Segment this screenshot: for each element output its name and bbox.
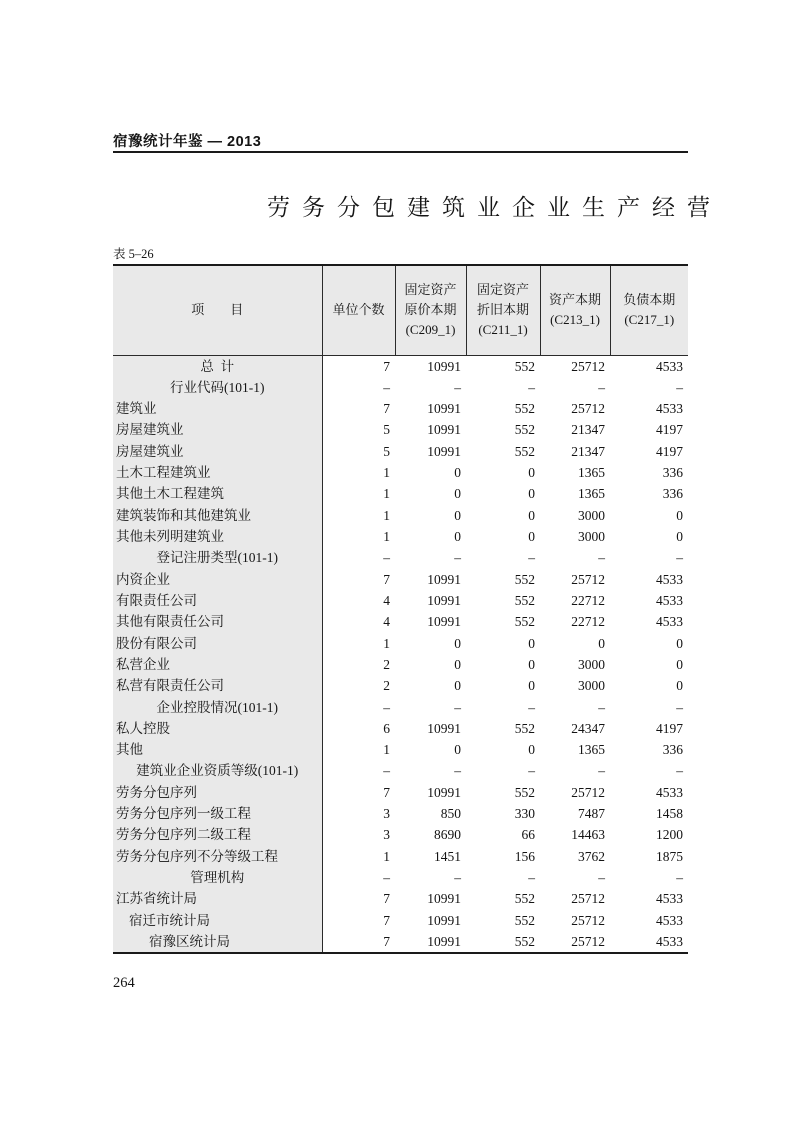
value-cell: 0	[454, 635, 461, 651]
value-cell: 336	[662, 742, 683, 758]
value-cell: 552	[514, 422, 535, 438]
value-cell: 7	[383, 891, 390, 907]
value-cell: 156	[514, 848, 535, 864]
table-row	[113, 739, 688, 760]
value-cell: 3	[383, 806, 390, 822]
value-cell: 7	[383, 401, 390, 417]
row-label-cell: 劳务分包序列	[113, 782, 322, 803]
value-cell: 4	[383, 592, 390, 608]
row-label-cell: 其他	[113, 739, 322, 760]
value-cell: 10991	[427, 592, 461, 608]
value-cell: –	[598, 699, 605, 715]
table-row	[113, 590, 688, 611]
table-row	[113, 547, 688, 568]
value-cell: 25712	[571, 784, 605, 800]
value-cell: –	[676, 699, 683, 715]
value-cell: 25712	[571, 912, 605, 928]
table-row	[113, 803, 688, 824]
table-row	[113, 355, 688, 377]
value-cell: 7	[383, 933, 390, 949]
value-cell: 0	[528, 465, 535, 481]
value-cell: –	[528, 379, 535, 395]
value-cell: 1	[383, 465, 390, 481]
value-cell: 0	[528, 507, 535, 523]
value-cell: 10991	[427, 912, 461, 928]
value-cell: –	[454, 379, 461, 395]
value-cell: 1365	[578, 486, 605, 502]
value-cell: 336	[662, 486, 683, 502]
value-cell: 10991	[427, 358, 461, 374]
value-cell: 10991	[427, 720, 461, 736]
row-label-cell: 房屋建筑业	[113, 419, 322, 440]
value-cell: 4533	[656, 358, 683, 374]
value-cell: 1200	[656, 827, 683, 843]
value-cell: 552	[514, 401, 535, 417]
row-label-cell: 私营企业	[113, 654, 322, 675]
value-cell: 0	[676, 678, 683, 694]
table-row	[113, 760, 688, 781]
row-label-cell: 其他土木工程建筑	[113, 483, 322, 504]
value-cell: 552	[514, 933, 535, 949]
table-row	[113, 931, 688, 953]
row-label-cell: 其他有限责任公司	[113, 611, 322, 632]
value-cell: –	[528, 763, 535, 779]
value-cell: 552	[514, 443, 535, 459]
value-cell: 552	[514, 614, 535, 630]
value-cell: 10991	[427, 443, 461, 459]
table-body	[113, 355, 688, 953]
value-cell: 10991	[427, 571, 461, 587]
page-number: 264	[113, 975, 135, 991]
row-label-cell: 劳务分包序列二级工程	[113, 824, 322, 845]
row-label-cell: 建筑业	[113, 398, 322, 419]
value-cell: 552	[514, 784, 535, 800]
table-header	[113, 265, 688, 355]
value-cell: 6	[383, 720, 390, 736]
column-header-cell: 单位个数	[322, 265, 395, 355]
value-cell: 25712	[571, 891, 605, 907]
table-row	[113, 377, 688, 398]
value-cell: –	[676, 870, 683, 885]
value-cell: 4	[383, 614, 390, 630]
table-row	[113, 441, 688, 462]
value-cell: –	[383, 379, 390, 395]
value-cell: 0	[454, 656, 461, 672]
value-cell: 0	[454, 465, 461, 481]
row-label-cell: 房屋建筑业	[113, 441, 322, 462]
row-label-cell: 私营有限责任公司	[113, 675, 322, 696]
column-header-cell: 固定资产 折旧本期 (C211_1)	[466, 265, 540, 355]
value-cell: 552	[514, 358, 535, 374]
value-cell: 1	[383, 507, 390, 523]
value-cell: 3	[383, 827, 390, 843]
value-cell: 7	[383, 784, 390, 800]
value-cell: 5	[383, 443, 390, 459]
value-cell: 1365	[578, 742, 605, 758]
header-rule	[113, 151, 688, 153]
value-cell: 552	[514, 592, 535, 608]
value-cell: 4533	[656, 614, 683, 630]
table-row	[113, 888, 688, 909]
value-cell: –	[383, 550, 390, 566]
value-cell: 4197	[656, 422, 683, 438]
value-cell: –	[598, 763, 605, 779]
row-label-cell: 股份有限公司	[113, 633, 322, 654]
table-row	[113, 846, 688, 867]
value-cell: 3000	[578, 507, 605, 523]
value-cell: 5	[383, 422, 390, 438]
value-cell: 4197	[656, 720, 683, 736]
value-cell: 25712	[571, 358, 605, 374]
value-cell: 8690	[434, 827, 461, 843]
table-row	[113, 398, 688, 419]
value-cell: –	[676, 550, 683, 566]
value-cell: 0	[528, 742, 535, 758]
row-label-cell: 劳务分包序列一级工程	[113, 803, 322, 824]
value-cell: 7	[383, 912, 390, 928]
row-label-cell: 土木工程建筑业	[113, 462, 322, 483]
value-cell: –	[598, 870, 605, 885]
row-label-cell: 建筑业企业资质等级(101-1)	[113, 760, 322, 781]
value-cell: 7	[383, 358, 390, 374]
value-cell: 10991	[427, 401, 461, 417]
value-cell: 1	[383, 486, 390, 502]
value-cell: 1875	[656, 848, 683, 864]
table-header-row	[113, 265, 688, 355]
table-row	[113, 697, 688, 718]
value-cell: 4533	[656, 891, 683, 907]
value-cell: –	[598, 379, 605, 395]
value-cell: 10991	[427, 422, 461, 438]
table-row	[113, 569, 688, 590]
value-cell: 0	[528, 635, 535, 651]
row-label-cell: 劳务分包序列不分等级工程	[113, 846, 322, 867]
value-cell: 7	[383, 571, 390, 587]
column-header-cell: 固定资产 原价本期 (C209_1)	[395, 265, 466, 355]
value-cell: 10991	[427, 614, 461, 630]
value-cell: 0	[454, 742, 461, 758]
column-header-cell: 资产本期 (C213_1)	[540, 265, 610, 355]
table-row	[113, 654, 688, 675]
value-cell: 3000	[578, 656, 605, 672]
value-cell: 0	[454, 507, 461, 523]
value-cell: 2	[383, 678, 390, 694]
value-cell: 0	[528, 656, 535, 672]
value-cell: 66	[521, 827, 535, 843]
page-title: 劳务分包建筑业企业生产经营	[267, 195, 722, 220]
value-cell: –	[598, 550, 605, 566]
value-cell: 850	[440, 806, 461, 822]
row-label-cell: 有限责任公司	[113, 590, 322, 611]
value-cell: 10991	[427, 933, 461, 949]
value-cell: 0	[528, 678, 535, 694]
table-row	[113, 462, 688, 483]
value-cell: 3762	[578, 848, 605, 864]
value-cell: 1	[383, 529, 390, 544]
data-table	[113, 264, 688, 954]
table-row	[113, 526, 688, 547]
value-cell: 25712	[571, 933, 605, 949]
row-label-cell: 宿豫区统计局	[113, 931, 322, 953]
table-row	[113, 419, 688, 440]
value-cell: –	[528, 699, 535, 715]
value-cell: 0	[676, 635, 683, 651]
value-cell: –	[454, 763, 461, 779]
table-row	[113, 782, 688, 803]
value-cell: 0	[598, 635, 605, 651]
value-cell: 21347	[571, 443, 605, 459]
value-cell: 4533	[656, 784, 683, 800]
value-cell: 21347	[571, 422, 605, 438]
value-cell: 1	[383, 742, 390, 758]
value-cell: 4533	[656, 912, 683, 928]
table-row	[113, 824, 688, 845]
value-cell: 0	[528, 529, 535, 544]
yearbook-title: 宿豫统计年鉴 — 2013	[113, 134, 262, 150]
value-cell: –	[383, 763, 390, 779]
table-number-label: 表 5–26	[113, 247, 154, 261]
value-cell: 330	[514, 806, 535, 822]
value-cell: –	[528, 550, 535, 566]
value-cell: 0	[454, 486, 461, 502]
table-row	[113, 505, 688, 526]
value-cell: 4533	[656, 571, 683, 587]
value-cell: 1	[383, 635, 390, 651]
value-cell: 0	[454, 529, 461, 544]
value-cell: –	[676, 763, 683, 779]
value-cell: 10991	[427, 784, 461, 800]
table-row	[113, 675, 688, 696]
value-cell: 4533	[656, 592, 683, 608]
value-cell: 0	[676, 656, 683, 672]
row-label-cell: 登记注册类型(101-1)	[113, 547, 322, 568]
value-cell: 552	[514, 912, 535, 928]
value-cell: 22712	[571, 614, 605, 630]
value-cell: 1	[383, 848, 390, 864]
value-cell: 4197	[656, 443, 683, 459]
value-cell: 0	[676, 507, 683, 523]
row-label-cell: 私人控股	[113, 718, 322, 739]
row-label-cell: 江苏省统计局	[113, 888, 322, 909]
column-header-cell: 负债本期 (C217_1)	[610, 265, 688, 355]
table-row	[113, 633, 688, 654]
value-cell: 22712	[571, 592, 605, 608]
value-cell: 25712	[571, 401, 605, 417]
value-cell: 7487	[578, 806, 605, 822]
table-row	[113, 718, 688, 739]
value-cell: 2	[383, 656, 390, 672]
value-cell: 3000	[578, 678, 605, 694]
value-cell: 336	[662, 465, 683, 481]
row-label-cell: 其他未列明建筑业	[113, 526, 322, 547]
table-row	[113, 867, 688, 888]
value-cell: 4533	[656, 933, 683, 949]
value-cell: 552	[514, 720, 535, 736]
row-label-cell: 企业控股情况(101-1)	[113, 697, 322, 718]
value-cell: 1458	[656, 806, 683, 822]
value-cell: –	[383, 699, 390, 715]
value-cell: 0	[676, 529, 683, 544]
value-cell: –	[454, 870, 461, 885]
table-row	[113, 910, 688, 931]
row-label-cell: 总 计	[113, 355, 322, 377]
value-cell: –	[454, 699, 461, 715]
table-row	[113, 483, 688, 504]
value-cell: 1365	[578, 465, 605, 481]
value-cell: 3000	[578, 529, 605, 544]
row-label-cell: 内资企业	[113, 569, 322, 590]
value-cell: 0	[454, 678, 461, 694]
value-cell: –	[454, 550, 461, 566]
value-cell: 0	[528, 486, 535, 502]
row-label-cell: 行业代码(101-1)	[113, 377, 322, 398]
row-label-cell: 宿迁市统计局	[113, 910, 322, 931]
row-label-cell: 建筑装饰和其他建筑业	[113, 505, 322, 526]
value-cell: –	[383, 870, 390, 885]
column-header-cell: 项 目	[113, 265, 322, 355]
table-row	[113, 611, 688, 632]
value-cell: 10991	[427, 891, 461, 907]
value-cell: 14463	[571, 827, 605, 843]
value-cell: 552	[514, 891, 535, 907]
value-cell: 4533	[656, 401, 683, 417]
value-cell: 552	[514, 571, 535, 587]
value-cell: –	[528, 870, 535, 885]
value-cell: 25712	[571, 571, 605, 587]
value-cell: 24347	[571, 720, 605, 736]
value-cell: –	[676, 379, 683, 395]
row-label-cell: 管理机构	[113, 867, 322, 888]
value-cell: 1451	[434, 848, 461, 864]
